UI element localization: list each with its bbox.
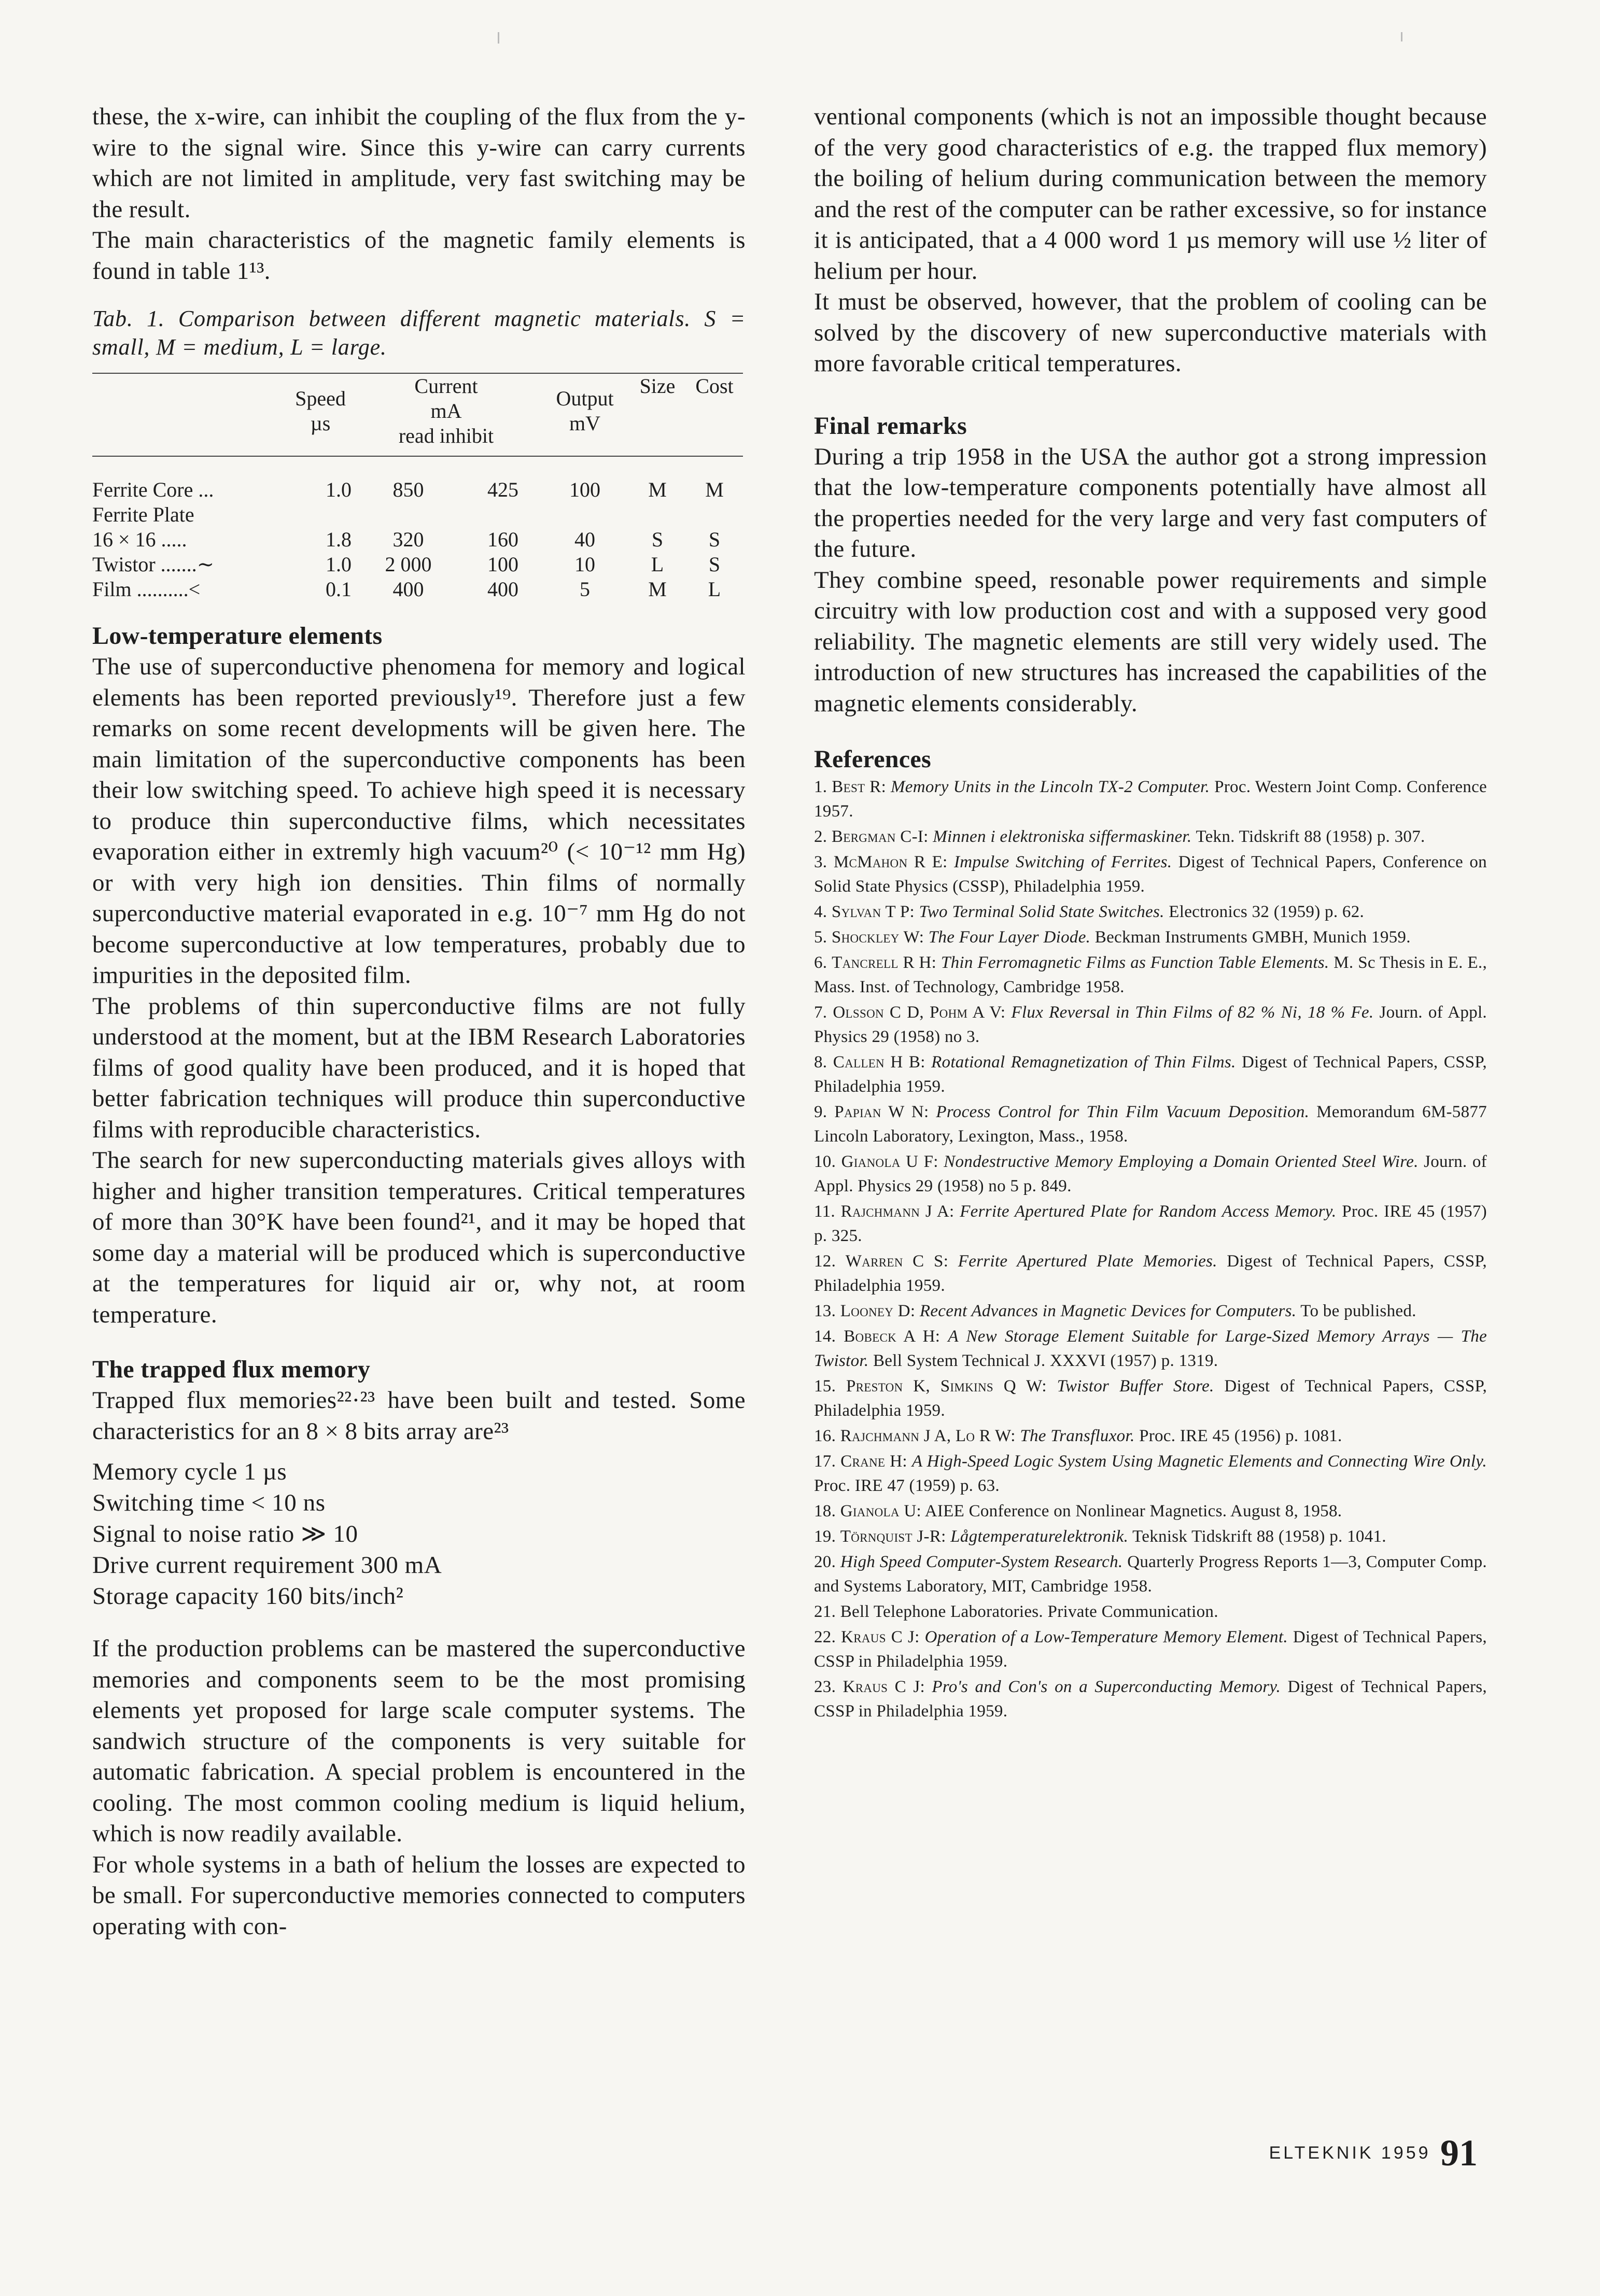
reference-num: 1.: [814, 778, 827, 796]
reference-num: 12.: [814, 1252, 836, 1271]
reference-author: Preston K, Simkins Q W:: [846, 1377, 1047, 1396]
reference-author: Olsson C D, Pohm A V:: [833, 1003, 1006, 1022]
reference-item: [814, 850, 1487, 899]
table-cell: Ferrite Core ...: [92, 478, 214, 501]
table-cell: M: [648, 577, 667, 601]
reference-num: 16.: [814, 1427, 836, 1445]
page-footer: [1269, 2132, 1478, 2175]
section-heading: References: [814, 745, 931, 773]
reference-num: 11.: [814, 1202, 835, 1221]
table-cell: 2 000: [385, 553, 432, 576]
table-cell: 100: [569, 478, 600, 501]
reference-author: Rajchmann J A:: [840, 1202, 955, 1221]
reference-author: Kraus C J:: [843, 1678, 925, 1696]
reference-title: The Four Layer Diode.: [928, 928, 1091, 947]
reference-title: Pro's and Con's on a Superconducting Memory.: [932, 1678, 1281, 1696]
reference-item: [814, 1449, 1487, 1498]
col-header-current: Current mA read inhibit: [352, 373, 541, 448]
reference-author: Gianola U F:: [841, 1152, 938, 1171]
reference-rest: Digest of Technical Papers, CSSP in Philadelphia 1959.: [814, 1628, 1487, 1671]
reference-num: 15.: [814, 1377, 836, 1396]
reference-rest: Digest of Technical Papers, CSSP in Philadelphia 1959.: [814, 1678, 1487, 1721]
reference-rest: Memorandum 6M-5877 Lincoln Laboratory, Lexington, Mass., 1958.: [814, 1103, 1487, 1146]
reference-rest: To be published.: [1300, 1302, 1416, 1320]
reference-title: Flux Reversal in Thin Films of 82 % Ni, 18 % Fe.: [1011, 1003, 1374, 1022]
reference-item: [814, 1200, 1487, 1248]
table-row: [92, 552, 743, 577]
reference-rest: Beckman Instruments GMBH, Munich 1959.: [1094, 928, 1411, 947]
table-cell: [289, 502, 352, 527]
reference-rest: Proc. IRE 47 (1959) p. 63.: [814, 1476, 1000, 1495]
reference-num: 3.: [814, 853, 827, 871]
paragraph: It must be observed, however, that the problem of cooling can be solved by the discovery of new superconductive materials with more favorable critical temperatures.: [814, 288, 1487, 377]
paragraph: The main characteristics of the magnetic family elements is found in table 1¹³.: [92, 227, 746, 285]
reference-rest: Bell Telephone Laboratories. Private Communication.: [840, 1602, 1218, 1621]
table-cell: S: [708, 528, 721, 551]
reference-title: Impulse Switching of Ferrites.: [953, 853, 1172, 871]
table-cell: 1.0: [326, 478, 352, 501]
reference-author: Sylvan T P:: [831, 903, 915, 921]
table-cell: Twistor .......∼: [92, 553, 215, 576]
reference-rest: Proc. Western Joint Comp. Conference 1957.: [814, 778, 1487, 821]
table-cell: [541, 502, 629, 527]
reference-author: Törnquist J-R:: [840, 1527, 946, 1546]
reference-author: Shockley W:: [831, 928, 924, 947]
table-cell: M: [648, 478, 667, 501]
table-cell: L: [708, 577, 721, 601]
reference-title: Twistor Buffer Store.: [1057, 1377, 1214, 1396]
journal-name: ELTEKNIK 1959: [1269, 2143, 1431, 2163]
reference-item: [814, 1001, 1487, 1049]
reference-rest: Digest of Technical Papers, CSSP, Philadelphia 1959.: [814, 1053, 1487, 1096]
reference-item: [814, 1100, 1487, 1149]
reference-item: [814, 1050, 1487, 1099]
reference-title: Operation of a Low-Temperature Memory Element.: [924, 1628, 1288, 1646]
table-cell: 10: [574, 553, 595, 576]
reference-num: 21.: [814, 1602, 836, 1621]
section-heading: Low-temperature elements: [92, 622, 383, 650]
table-row: [92, 577, 743, 602]
reference-num: 22.: [814, 1628, 836, 1646]
reference-item: [814, 1374, 1487, 1423]
reference-author: Gianola U:: [840, 1502, 921, 1520]
reference-num: 8.: [814, 1053, 827, 1072]
reference-author: Crane H:: [840, 1452, 907, 1471]
page-number: 91: [1440, 2132, 1478, 2174]
reference-author: Warren C S:: [845, 1252, 949, 1271]
list-item: Memory cycle 1 µs: [92, 1458, 287, 1485]
left-column: [92, 102, 746, 1942]
reference-title: A New Storage Element Suitable for Large-Sized Memory Arrays — The Twistor.: [814, 1327, 1487, 1370]
reference-title: Ferrite Apertured Plate Memories.: [958, 1252, 1217, 1271]
col-header-cost: Cost: [686, 373, 743, 448]
reference-num: 18.: [814, 1502, 836, 1520]
paragraph: Trapped flux memories²²·²³ have been built and tested. Some characteristics for an 8 × 8 bits array are²³: [92, 1387, 746, 1445]
paragraph: For whole systems in a bath of helium the losses are expected to be small. For superconductive memories connected to computers operating with con-: [92, 1851, 746, 1940]
comparison-table: [92, 373, 743, 602]
paragraph: If the production problems can be mastered the superconductive memories and components seem to be the most promising elements yet proposed for large scale computer systems. The sandwich structure of the components is very suitable for automatic fabrication. A special problem is encountered in the cooling. The most common cooling medium is liquid helium, which is now readily available.: [92, 1635, 746, 1847]
col-header-speed: Speed µs: [289, 373, 352, 448]
scan-mark: [498, 32, 499, 44]
reference-title: Process Control for Thin Film Vacuum Deposition.: [936, 1103, 1310, 1121]
reference-rest: Journ. of Appl. Physics 29 (1958) no 5 p. 849.: [814, 1152, 1487, 1195]
table-cell: 0.1: [326, 577, 352, 601]
reference-item: [814, 825, 1487, 849]
reference-num: 4.: [814, 903, 827, 921]
table-cell: 850: [392, 478, 424, 501]
paragraph: The problems of thin superconductive films are not fully understood at the moment, but at the IBM Research Laboratories films of good quality have been produced, and it is hoped that better fabrication techniques will produce thin superconductive films with reproducible characteristics.: [92, 992, 746, 1143]
table-cell: 1.0: [326, 553, 352, 576]
reference-num: 23.: [814, 1678, 836, 1696]
reference-author: Papian W N:: [834, 1103, 929, 1121]
col-header-size: Size: [629, 373, 686, 448]
reference-rest: Electronics 32 (1959) p. 62.: [1169, 903, 1365, 921]
reference-num: 2.: [814, 827, 827, 846]
reference-item: [814, 1299, 1487, 1323]
table-cell: 425: [487, 478, 518, 501]
table-cell: [465, 502, 541, 527]
list-item: Signal to noise ratio ≫ 10: [92, 1520, 358, 1547]
reference-item: [814, 1499, 1487, 1524]
table-row: [92, 527, 743, 552]
reference-title: Lågtemperaturelektronik.: [950, 1527, 1129, 1546]
table-cell: 40: [574, 528, 595, 551]
table-cell: Film ..........<: [92, 577, 201, 601]
reference-rest: Tekn. Tidskrift 88 (1958) p. 307.: [1196, 827, 1425, 846]
reference-title: Minnen i elektroniska siffermaskiner.: [933, 827, 1192, 846]
reference-num: 20.: [814, 1553, 836, 1571]
reference-title: Recent Advances in Magnetic Devices for Computers.: [919, 1302, 1297, 1320]
reference-title: Ferrite Apertured Plate for Random Access Memory.: [960, 1202, 1337, 1221]
table-cell: 320: [392, 528, 424, 551]
paragraph: They combine speed, resonable power requirements and simple circuitry with low production cost and with a supposed very good reliability. The magnetic elements are still very widely used. The introduction of new structures has increased the capabilities of the magnetic elements considerably.: [814, 566, 1487, 717]
table-cell: L: [651, 553, 664, 576]
table-cell: 100: [487, 553, 518, 576]
reference-author: Callen H B:: [833, 1053, 925, 1072]
paragraph: The search for new superconducting materials gives alloys with higher and higher transition temperatures. Critical temperatures of more than 30°K have been found²¹, and it may be hoped that some day a material will be produced which is superconductive at the temperatures for liquid air or, why not, at room temperature.: [92, 1147, 746, 1328]
reference-title: High Speed Computer-System Research.: [840, 1553, 1123, 1571]
table-cell: 400: [487, 577, 518, 601]
list-item: Switching time < 10 ns: [92, 1489, 326, 1516]
reference-author: Bobeck A H:: [844, 1327, 941, 1346]
reference-item: [814, 1550, 1487, 1599]
reference-author: Looney D:: [840, 1302, 916, 1320]
reference-item: [814, 1525, 1487, 1549]
table-cell: 160: [487, 528, 518, 551]
reference-item: [814, 1625, 1487, 1674]
list-item: Drive current requirement 300 mA: [92, 1552, 442, 1579]
reference-rest: Proc. IRE 45 (1956) p. 1081.: [1139, 1427, 1342, 1445]
reference-num: 9.: [814, 1103, 827, 1121]
reference-title: Thin Ferromagnetic Films as Function Table Elements.: [941, 953, 1329, 972]
paragraph: The use of superconductive phenomena for memory and logical elements has been reported previously¹⁹. Therefore just a few remarks on some recent developments will be given here. The main limitation of the superconductive components has been their low switching speed. To achieve high speed it is necessary to produce thin superconductive films, which necessitates evaporation either in extremly high vacuum²⁰ (< 10⁻¹² mm Hg) or with very high ion densities. Thin films of normally superconductive material evaporated in e.g. 10⁻⁷ mm Hg do not become superconductive at low temperatures, probably due to impurities in the deposited film.: [92, 653, 746, 989]
right-column: [814, 102, 1487, 1725]
table-cell: Ferrite Plate: [92, 503, 194, 526]
reference-rest: Bell System Technical J. XXXVI (1957) p. 1319.: [873, 1351, 1218, 1370]
reference-author: McMahon R E:: [833, 853, 948, 871]
reference-rest: Proc. IRE 45 (1957) p. 325.: [814, 1202, 1487, 1245]
paragraph: During a trip 1958 in the USA the author got a strong impression that the low-temperature components potentially have almost all the properties needed for the very large and very fast computers of the future.: [814, 443, 1487, 562]
reference-item: [814, 1675, 1487, 1724]
table-cell: M: [705, 478, 724, 501]
reference-rest: M. Sc Thesis in E. E., Mass. Inst. of Technology, Cambridge 1958.: [814, 953, 1487, 996]
reference-num: 13.: [814, 1302, 836, 1320]
reference-item: [814, 951, 1487, 999]
reference-num: 5.: [814, 928, 827, 947]
reference-rest: Teknisk Tidskrift 88 (1958) p. 1041.: [1132, 1527, 1386, 1546]
reference-rest: Quarterly Progress Reports 1—3, Computer Comp. and Systems Laboratory, MIT, Cambridge 1958.: [814, 1553, 1487, 1596]
table-cell: [352, 502, 465, 527]
paragraph: ventional components (which is not an impossible thought because of the very good characteristics of e.g. the trapped flux memory) the boiling of helium during communication between the memory and the rest of the computer can be rather excessive, so for instance it is anticipated, that a 4 000 word 1 µs memory will use ½ liter of helium per hour.: [814, 103, 1487, 285]
reference-title: A High-Speed Logic System Using Magnetic Elements and Connecting Wire Only.: [911, 1452, 1487, 1471]
reference-num: 10.: [814, 1152, 836, 1171]
reference-title: Memory Units in the Lincoln TX-2 Computer.: [891, 778, 1210, 796]
reference-title: Nondestructive Memory Employing a Domain Oriented Steel Wire.: [944, 1152, 1419, 1171]
table-cell: [629, 502, 686, 527]
table-cell: 1.8: [326, 528, 352, 551]
reference-num: 19.: [814, 1527, 836, 1546]
table-cell: S: [708, 553, 721, 576]
section-heading: The trapped flux memory: [92, 1356, 371, 1383]
reference-author: Bergman C-I:: [831, 827, 929, 846]
reference-item: [814, 925, 1487, 950]
reference-num: 7.: [814, 1003, 827, 1022]
reference-author: Best R:: [832, 778, 887, 796]
references-list: [814, 775, 1487, 1724]
table-cell: 16 × 16 .....: [92, 528, 187, 551]
table-cell: S: [651, 528, 664, 551]
table-cell: [686, 502, 743, 527]
characteristics-list: [92, 1456, 746, 1612]
reference-item: [814, 900, 1487, 924]
table-row: [92, 477, 743, 502]
reference-rest: AIEE Conference on Nonlinear Magnetics. August 8, 1958.: [924, 1502, 1342, 1520]
reference-title: Rotational Remagnetization of Thin Films.: [931, 1053, 1236, 1072]
list-item: Storage capacity 160 bits/inch²: [92, 1583, 404, 1610]
reference-rest: Digest of Technical Papers, CSSP, Philadelphia 1959.: [814, 1252, 1487, 1295]
reference-author: Tancrell R H:: [832, 953, 937, 972]
reference-item: [814, 1249, 1487, 1298]
reference-num: 17.: [814, 1452, 836, 1471]
reference-author: Kraus C J:: [841, 1628, 920, 1646]
table-cell: 5: [580, 577, 590, 601]
reference-item: [814, 1600, 1487, 1624]
reference-item: [814, 1150, 1487, 1199]
paragraph: these, the x-wire, can inhibit the coupling of the flux from the y-wire to the signal wire. Since this y-wire can carry currents which are not limited in amplitude, very fast switching may be the result.: [92, 103, 746, 223]
col-header-output: Output mV: [541, 373, 629, 448]
reference-author: Rajchmann J A, Lo R W:: [840, 1427, 1016, 1445]
section-heading: Final remarks: [814, 412, 967, 440]
reference-rest: Digest of Technical Papers, CSSP, Philadelphia 1959.: [814, 1377, 1487, 1420]
table-row: [92, 502, 743, 527]
reference-num: 14.: [814, 1327, 836, 1346]
reference-rest: Journ. of Appl. Physics 29 (1958) no 3.: [814, 1003, 1487, 1046]
reference-item: [814, 1325, 1487, 1373]
reference-num: 6.: [814, 953, 827, 972]
table-caption: Tab. 1. Comparison between different magnetic materials. S = small, M = medium, L = large.: [92, 306, 746, 360]
reference-rest: Digest of Technical Papers, Conference on Solid State Physics (CSSP), Philadelphia 1959.: [814, 853, 1487, 896]
reference-item: [814, 1424, 1487, 1448]
reference-item: [814, 775, 1487, 824]
table-cell: 400: [392, 577, 424, 601]
reference-title: The Transfluxor.: [1020, 1427, 1135, 1445]
reference-title: Two Terminal Solid State Switches.: [919, 903, 1164, 921]
scan-mark: [1401, 32, 1402, 41]
